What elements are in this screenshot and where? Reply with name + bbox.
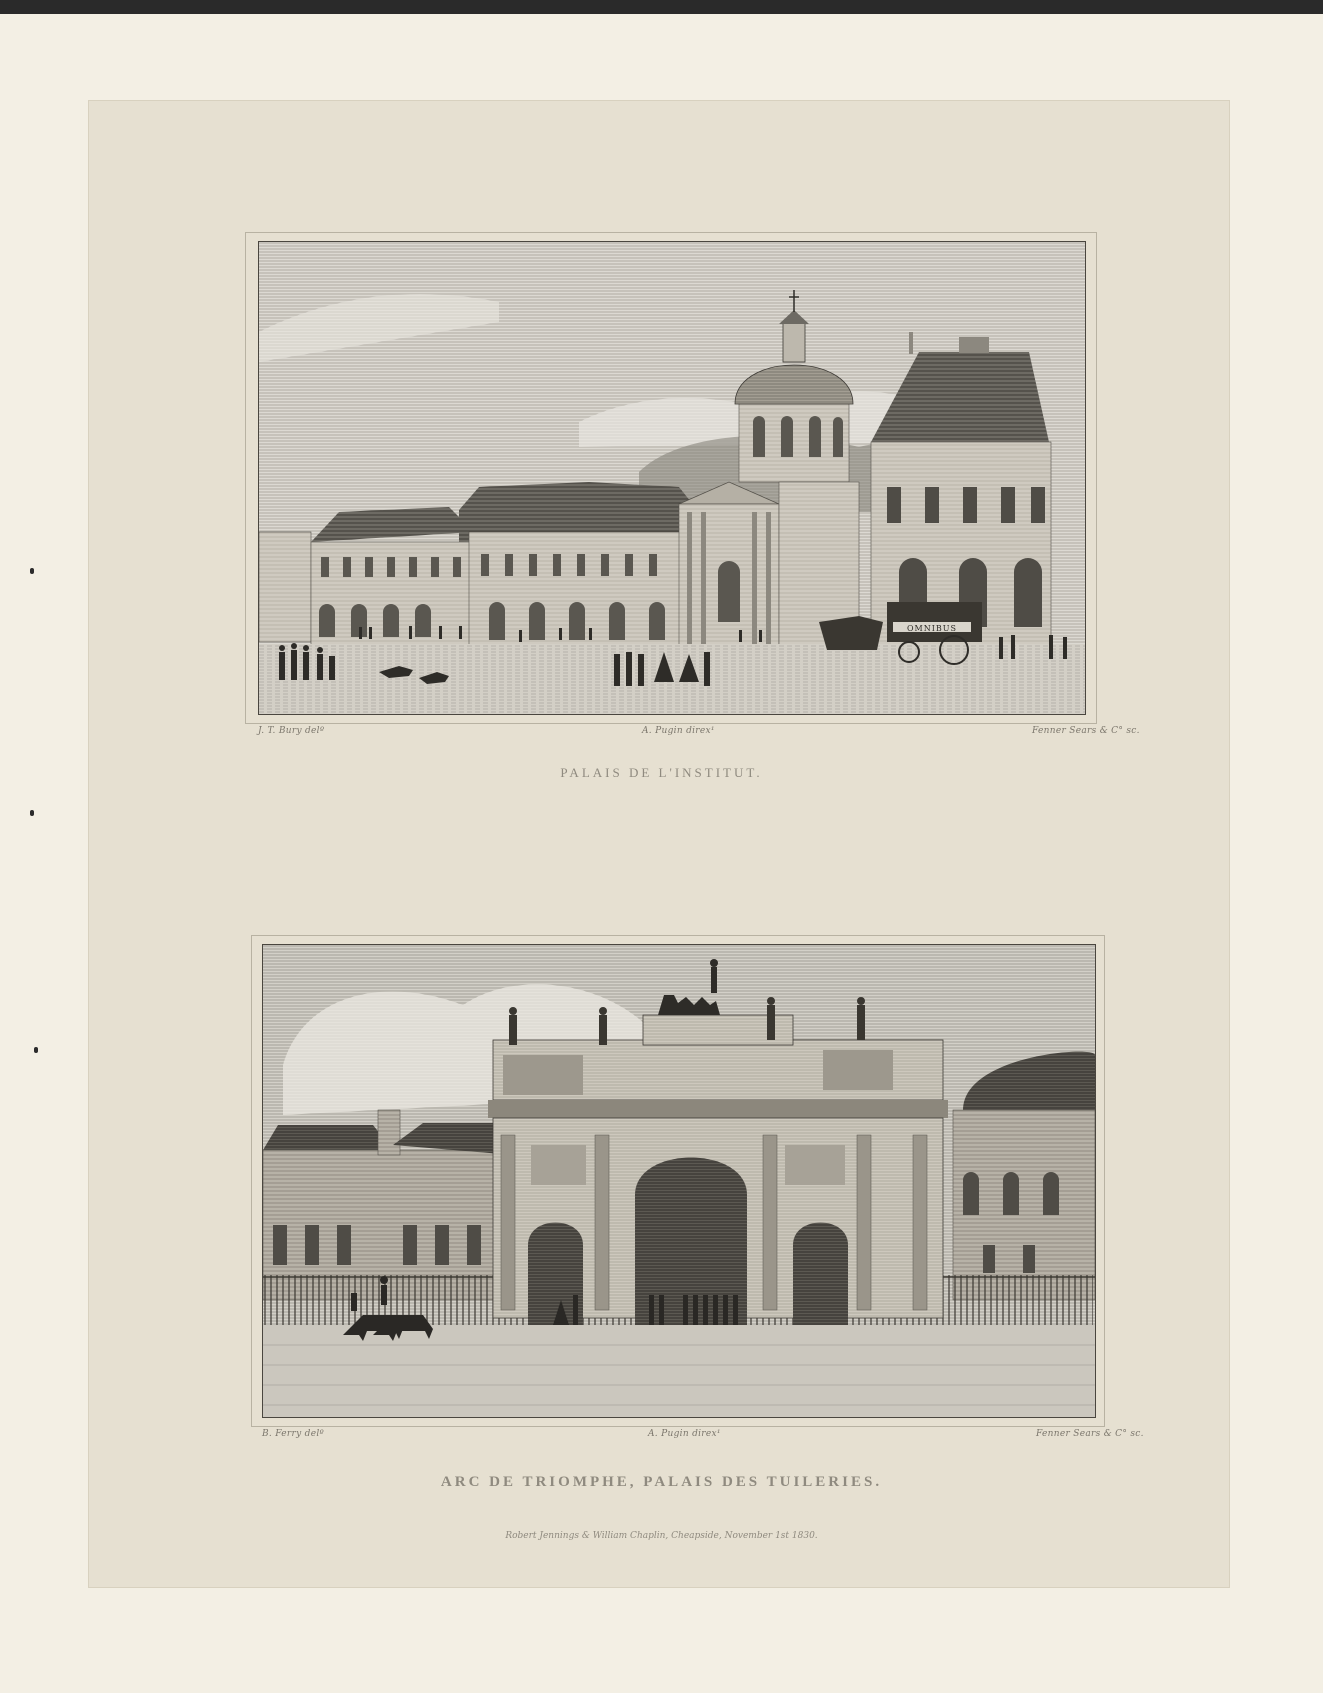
credit-artist: B. Ferry delº [262,1429,325,1439]
pin-hole [30,810,34,816]
credit-artist: J. T. Bury delº [258,726,325,736]
credit-engraver: Fenner Sears & C° sc. [1036,1429,1144,1439]
page-top-edge [0,0,1323,14]
pin-hole [34,1047,38,1053]
plate-title-arc: ARC DE TRIOMPHE, PALAIS DES TUILERIES. [440,1474,883,1490]
engraving-arc-de-triomphe [262,944,1096,1418]
engraving-institut-image [259,242,1085,714]
omnibus-sign: OMNIBUS [906,624,958,633]
publisher-line: Robert Jennings & William Chaplin, Cheapside, November 1st 1830. [505,1531,818,1541]
credit-director: A. Pugin direx¹ [642,726,715,736]
engraving-arc-image [263,945,1095,1417]
credit-director: A. Pugin direx¹ [648,1429,721,1439]
engraving-palais-institut [258,241,1086,715]
plate-title-institut: PALAIS DE L'INSTITUT. [560,765,763,780]
pin-hole [30,568,34,574]
credit-engraver: Fenner Sears & C° sc. [1032,726,1140,736]
